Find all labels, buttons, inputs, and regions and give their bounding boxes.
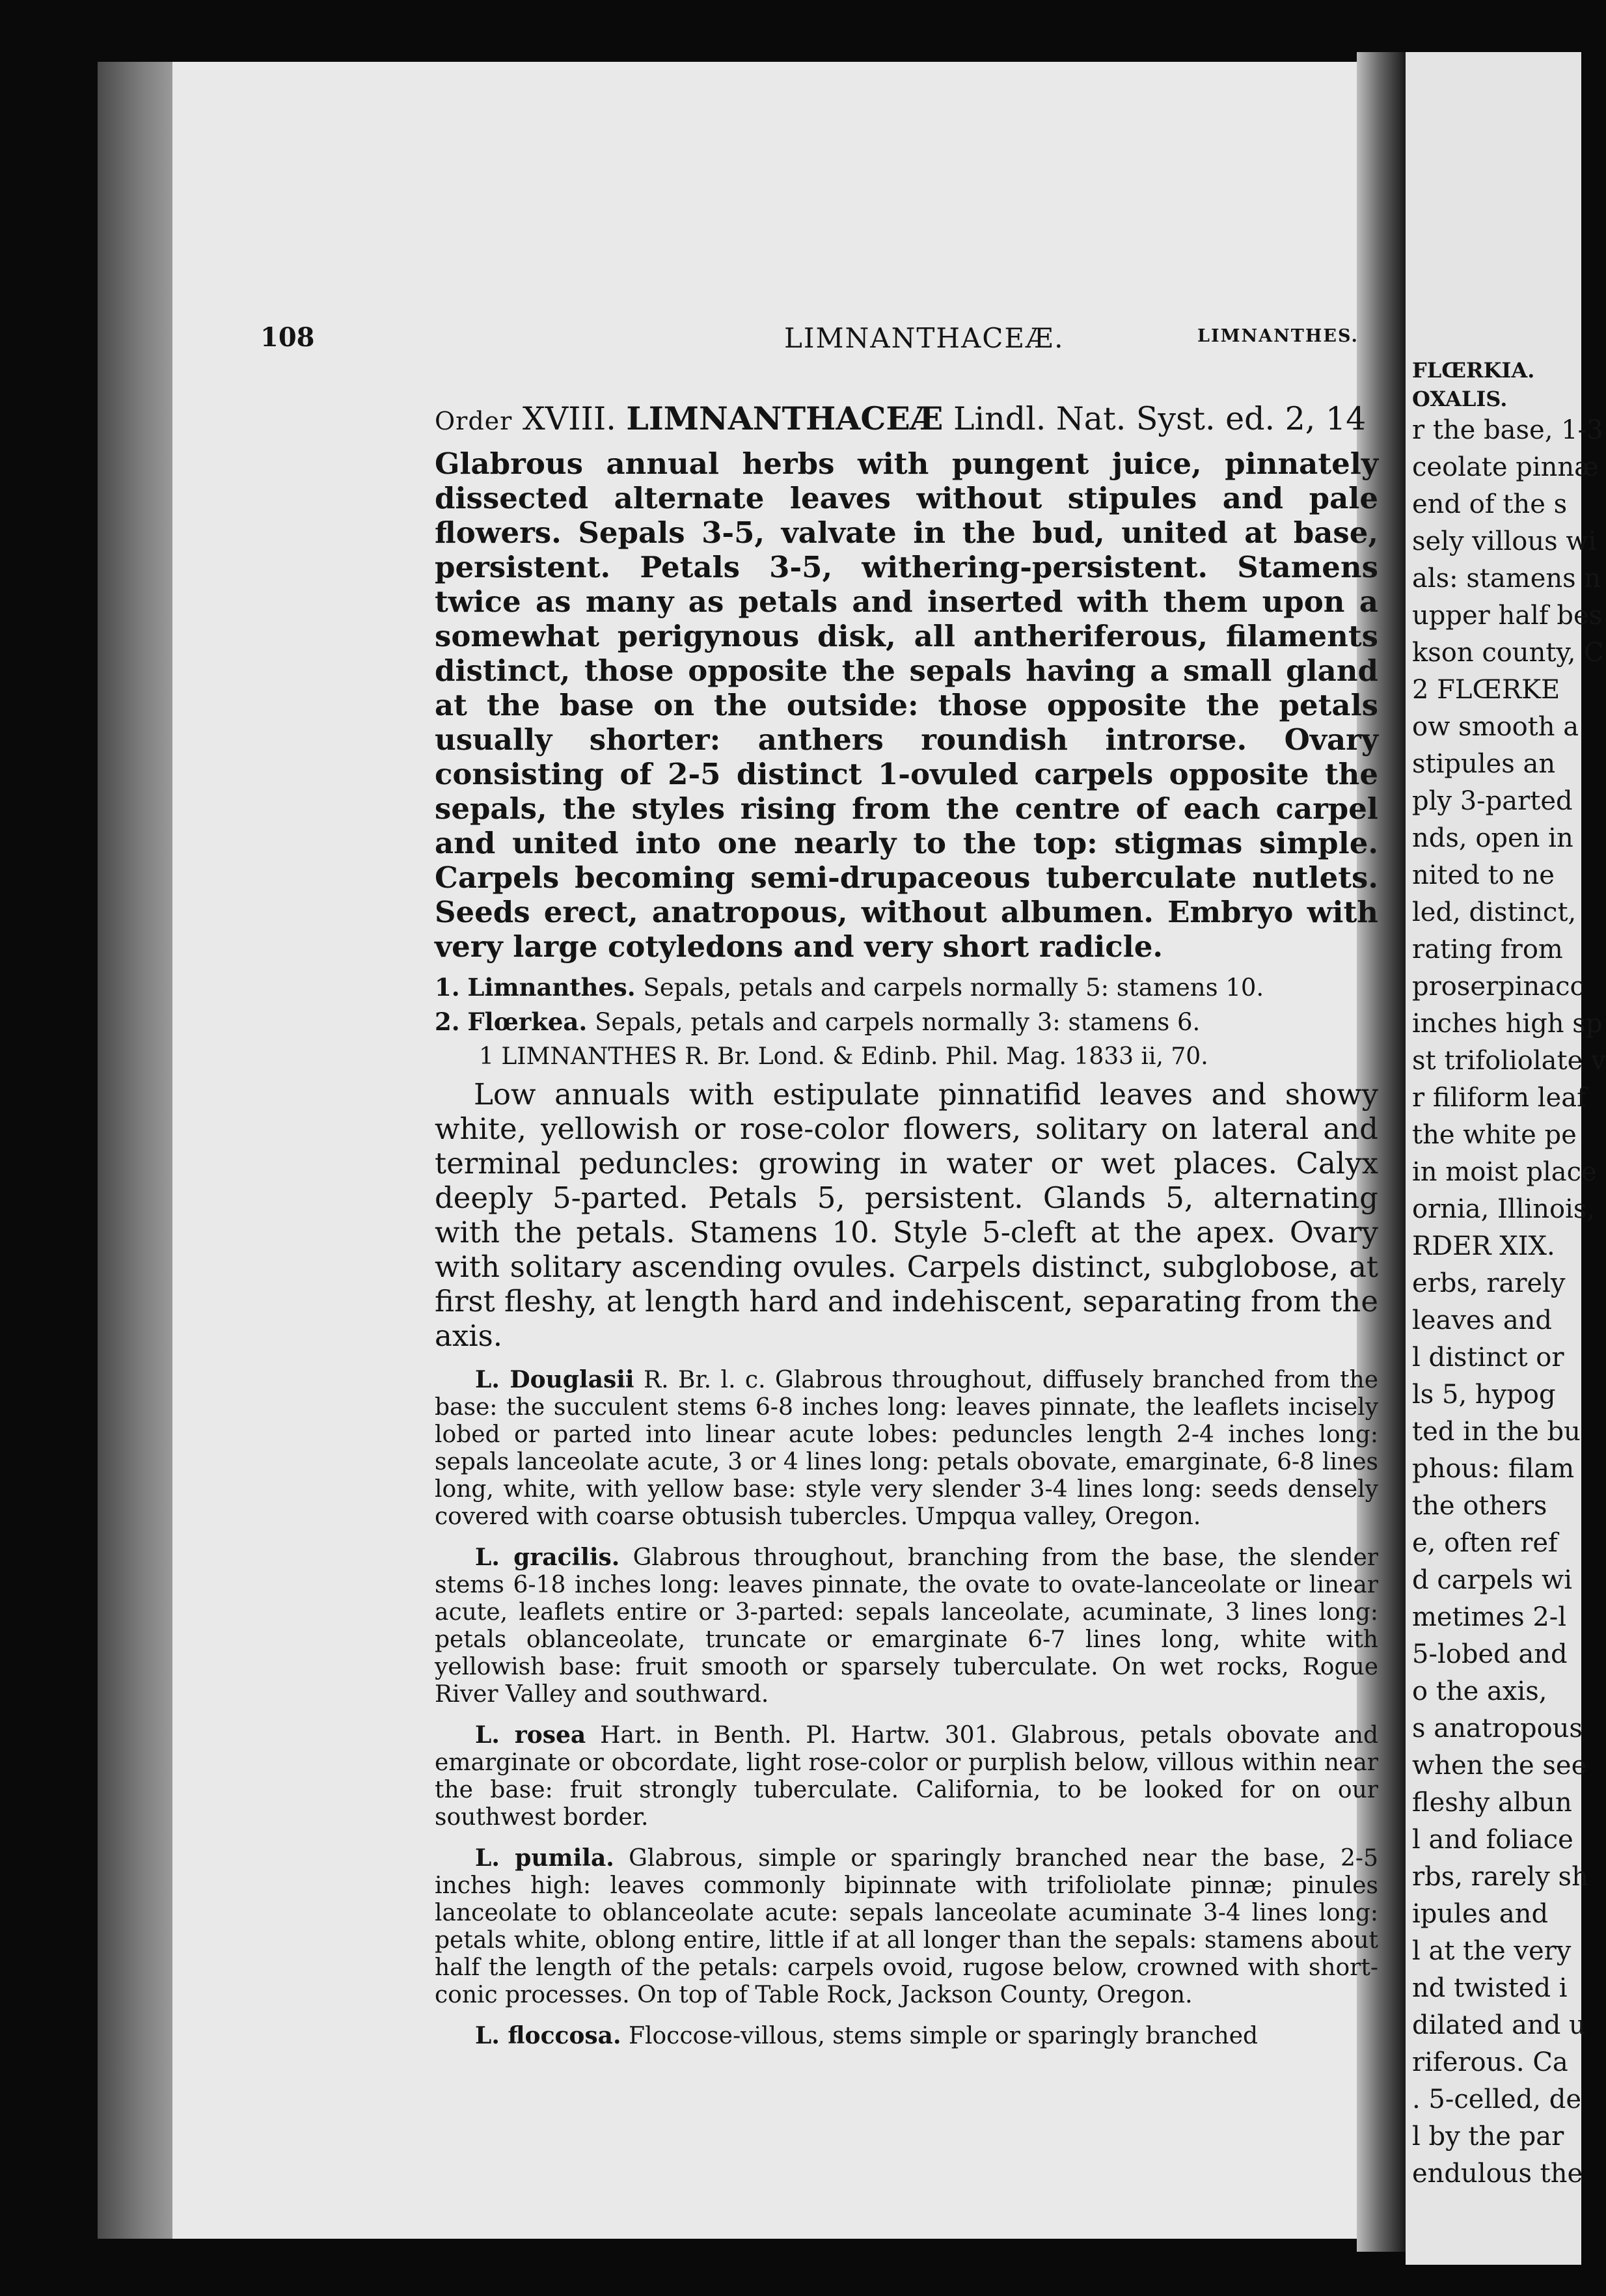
key-number: 2. <box>435 1007 460 1036</box>
facing-page-line: nited to ne <box>1412 860 1555 890</box>
facing-page-line: in moist place <box>1412 1157 1597 1187</box>
facing-page-line: metimes 2-l <box>1412 1602 1567 1632</box>
order-description: Glabrous annual herbs with pungent juice, pinnately dissected alternate leaves without stipules and pale flowers. Sepals 3-5, valvate in the bud, united at base, persistent. Petals 3-5, withering-persistent. Stamens twice as many as petals and inserted with them upon a somewhat perigynous disk, all antheriferous, filaments distinct, those opposite the sepals having a small gland at the base on the outside: those opposite the petals usually shorter: anthers roundish introrse. Ovary consisting of 2-5 distinct 1-ovuled carpels opposite the sepals, the styles rising from the centre of each carpel and united into one nearly to the top: stigmas simple. Carpels becoming semi-drupaceous tuberculate nutlets. Seeds erect, anatropous, without albumen. Embryo with very large cotyledons and very short radicle. <box>435 446 1378 964</box>
facing-page-line: when the see <box>1412 1751 1587 1781</box>
facing-page-line: kson county, C <box>1412 638 1604 668</box>
genus-heading: 1 LIMNANTHES R. Br. Lond. & Edinb. Phil. Mag. 1833 ii, 70. <box>479 1043 1208 1070</box>
species-entry <box>435 1544 1378 1708</box>
facing-page-line: ornia, Illinois, <box>1412 1194 1596 1224</box>
facing-page-line: proserpinacc <box>1412 972 1585 1002</box>
species-name: L. pumila. <box>475 1844 614 1872</box>
facing-page-line: l distinct or <box>1412 1343 1564 1373</box>
key-entry-1 <box>435 970 1378 1005</box>
facing-page-line: nd twisted i <box>1412 1973 1568 2003</box>
facing-page-line: inches high sp <box>1412 1009 1603 1039</box>
facing-page-line: als: stamens n <box>1412 564 1601 594</box>
facing-page-line: rbs, rarely sh <box>1412 1862 1588 1892</box>
species-name: L. Douglasii <box>475 1366 634 1393</box>
facing-page-line: nds, open in <box>1412 823 1573 853</box>
running-title: LIMNANTHACEÆ. <box>784 322 1065 354</box>
facing-page-line: 2 FLŒRKE <box>1412 675 1560 705</box>
facing-page-line: fleshy albun <box>1412 1788 1572 1818</box>
facing-page-line: ow smooth a <box>1412 712 1579 742</box>
species-name: L. gracilis. <box>475 1544 620 1571</box>
key-text: Sepals, petals and carpels normally 5: stamens 10. <box>643 974 1264 1002</box>
facing-page-line: ply 3-parted <box>1412 786 1573 816</box>
facing-page-line: ted in the bu <box>1412 1417 1581 1447</box>
order-heading <box>435 398 1378 441</box>
key-genus: Limnanthes. <box>467 973 636 1002</box>
facing-page-fragment <box>1406 52 1606 2265</box>
order-authority: Lindl. Nat. Syst. ed. 2, 14 <box>953 400 1367 437</box>
facing-page-line: the white pe <box>1412 1120 1577 1150</box>
page-number: 108 <box>260 322 315 353</box>
facing-page-line: e, often ref <box>1412 1528 1558 1558</box>
facing-page-line: o the axis, <box>1412 1676 1547 1706</box>
facing-page-line: dilated and u <box>1412 2010 1586 2040</box>
facing-page-line: OXALIS. <box>1412 387 1508 411</box>
main-text-column <box>435 398 1378 2063</box>
facing-page-line: 5-lobed and <box>1412 1639 1568 1669</box>
species-name: L. floccosa. <box>475 2022 621 2049</box>
facing-page-line: l by the par <box>1412 2122 1564 2152</box>
running-genus: LIMNANTHES. <box>1197 326 1359 346</box>
species-name: L. rosea <box>475 1721 586 1749</box>
facing-page-line: l at the very <box>1412 1936 1572 1966</box>
book-fore-edge <box>98 62 172 2239</box>
facing-page-line: leaves and <box>1412 1305 1553 1335</box>
facing-page-line: r filiform leaf <box>1412 1083 1586 1113</box>
facing-page-line: end of the s <box>1412 489 1568 519</box>
species-entry <box>435 1721 1378 1831</box>
facing-page-line: the others <box>1412 1491 1547 1521</box>
facing-page-line: l and foliace <box>1412 1825 1573 1855</box>
key-number: 1. <box>435 973 460 1002</box>
facing-page-line: s anatropous <box>1412 1714 1583 1743</box>
facing-page-line: r the base, 1-3 <box>1412 415 1603 445</box>
facing-page-line: . 5-celled, de <box>1412 2084 1582 2114</box>
key-genus: Flœrkea. <box>467 1007 588 1036</box>
facing-page-line: rating from <box>1412 935 1563 964</box>
species-entry <box>435 2022 1378 2050</box>
facing-page-line: phous: filam <box>1412 1454 1575 1484</box>
species-entry <box>435 1844 1378 2009</box>
species-text: Floccose-villous, stems simple or sparingly branched <box>629 2023 1259 2049</box>
facing-page-line: ipules and <box>1412 1899 1549 1929</box>
facing-page-line: RDER XIX. <box>1412 1231 1555 1261</box>
species-text: Glabrous, simple or sparingly branched near the base, 2-5 inches high: leaves commonly bipinnate with trifoliolate pinnæ; pinules lanceolate to oblanceolate acute: sepals lanceolate acuminate 3-4 lines long: petals white, oblong entire, little if at all longer than the sepals: stamens about half the length of the petals: carpels ovoid, rugose below, crowned with short-conic processes. On top of Table Rock, Jackson County, Oregon. <box>435 1845 1378 2008</box>
order-name: LIMNANTHACEÆ <box>626 400 944 437</box>
facing-page-line: upper half bes <box>1412 601 1603 631</box>
key-text: Sepals, petals and carpels normally 3: stamens 6. <box>595 1008 1201 1036</box>
key-entry-2 <box>435 1005 1378 1039</box>
facing-page-line: sely villous wi <box>1412 526 1597 556</box>
facing-page-line: ceolate pinnæ <box>1412 452 1599 482</box>
facing-page-line: riferous. Ca <box>1412 2047 1568 2077</box>
species-text: R. Br. l. c. Glabrous throughout, diffusely branched from the base: the succulent stems 6-8 inches long: leaves pinnate, the leaflets incisely lobed or parted into linear acute lobes: peduncles length 2-4 inches long: sepals lanceolate acute, 3 or 4 lines long: petals obovate, emarginate, 6-8 lines long, white, with yellow base: style very slender 3-4 lines long: seeds densely covered with coarse obtusish tubercles. Umpqua valley, Oregon. <box>435 1367 1378 1530</box>
order-prefix: Order <box>435 407 513 435</box>
facing-page-line: st trifoliolate v <box>1412 1046 1606 1076</box>
facing-page-line: ls 5, hypog <box>1412 1380 1556 1410</box>
running-header <box>260 322 1367 361</box>
facing-page-line: stipules an <box>1412 749 1556 779</box>
facing-page-line: d carpels wi <box>1412 1565 1573 1595</box>
order-number: XVIII. <box>522 400 616 437</box>
facing-page-line: endulous the <box>1412 2159 1583 2189</box>
species-text: Hart. in Benth. Pl. Hartw. 301. Glabrous, petals obovate and emarginate or obcordate, light rose-color or purplish below, villous within near the base: fruit strongly tuberculate. California, to be looked for on our southwest border. <box>435 1722 1378 1831</box>
species-entry <box>435 1366 1378 1531</box>
genus-description: Low annuals with estipulate pinnatifid leaves and showy white, yellowish or rose-color flowers, solitary on lateral and terminal peduncles: growing in water or wet places. Calyx deeply 5-parted. Petals 5, persistent. Glands 5, alternating with the petals. Stamens 10. Style 5-cleft at the apex. Ovary with solitary ascending ovules. Carpels distinct, subglobose, at first fleshy, at length hard and indehiscent, separating from the axis. <box>435 1077 1378 1353</box>
facing-page-line: FLŒRKIA. <box>1412 358 1535 383</box>
facing-page-line: led, distinct, <box>1412 897 1577 927</box>
facing-page-line: erbs, rarely <box>1412 1268 1566 1298</box>
species-text: Glabrous throughout, branching from the base, the slender stems 6-18 inches long: leaves pinnate, the ovate to ovate-lanceolate or linear acute, leaflets entire or 3-parted: sepals lanceolate, acuminate, 3 lines long: petals oblanceolate, truncate or emarginate 6-7 lines long, white with yellowish base: fruit smooth or sparsely tuberculate. On wet rocks, Rogue River Valley and southward. <box>435 1544 1379 1708</box>
